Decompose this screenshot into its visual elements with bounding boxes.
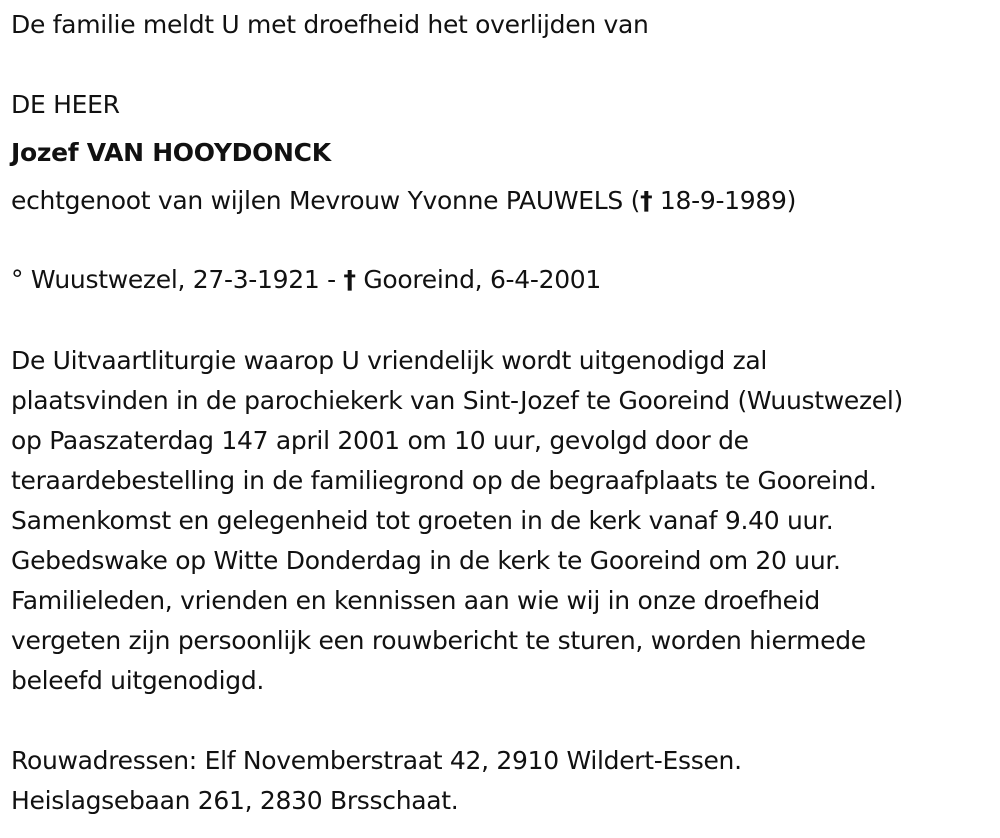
paragraph-line: teraardebestelling in de familiegrond op de begraafplaats te Gooreind.: [11, 466, 877, 495]
paragraph-line: De Uitvaartliturgie waarop U vriendelijk wordt uitgenodigd zal: [11, 346, 768, 375]
paragraph-line: op Paaszaterdag 147 april 2001 om 10 uur, gevolgd door de: [11, 426, 749, 455]
birth-text: Wuustwezel, 27-3-1921 -: [23, 265, 344, 294]
mourning-address-2: Heislagsebaan 261, 2830 Brsschaat.: [11, 786, 459, 815]
spouse-text: echtgenoot van wijlen Mevrouw Yvonne PAUWELS (: [11, 186, 641, 215]
cross-icon: †: [640, 186, 653, 215]
deceased-name: Jozef VAN HOOYDONCK: [11, 138, 331, 167]
paragraph-line: beleefd uitgenodigd.: [11, 666, 265, 695]
paragraph-line: Familieleden, vrienden en kennissen aan wie wij in onze droefheid: [11, 586, 820, 615]
paragraph-line: vergeten zijn persoonlijk een rouwbericht te sturen, worden hiermede: [11, 626, 866, 655]
paragraph-line: plaatsvinden in de parochiekerk van Sint-Jozef te Gooreind (Wuustwezel): [11, 386, 903, 415]
spouse-date: 18-9-1989): [652, 186, 797, 215]
paragraph-line: Samenkomst en gelegenheid tot groeten in de kerk vanaf 9.40 uur.: [11, 506, 834, 535]
spouse-line: [11, 186, 796, 216]
cross-icon: †: [343, 265, 356, 294]
title-prefix: DE HEER: [11, 90, 120, 119]
life-dates-line: [11, 265, 601, 295]
paragraph-line: Gebedswake op Witte Donderdag in de kerk te Gooreind om 20 uur.: [11, 546, 841, 575]
intro-text: De familie meldt U met droefheid het overlijden van: [11, 10, 649, 39]
mourning-address-1: Rouwadressen: Elf Novemberstraat 42, 2910 Wildert-Essen.: [11, 746, 742, 775]
death-text: Gooreind, 6-4-2001: [355, 265, 602, 294]
birth-symbol: °: [11, 265, 24, 294]
